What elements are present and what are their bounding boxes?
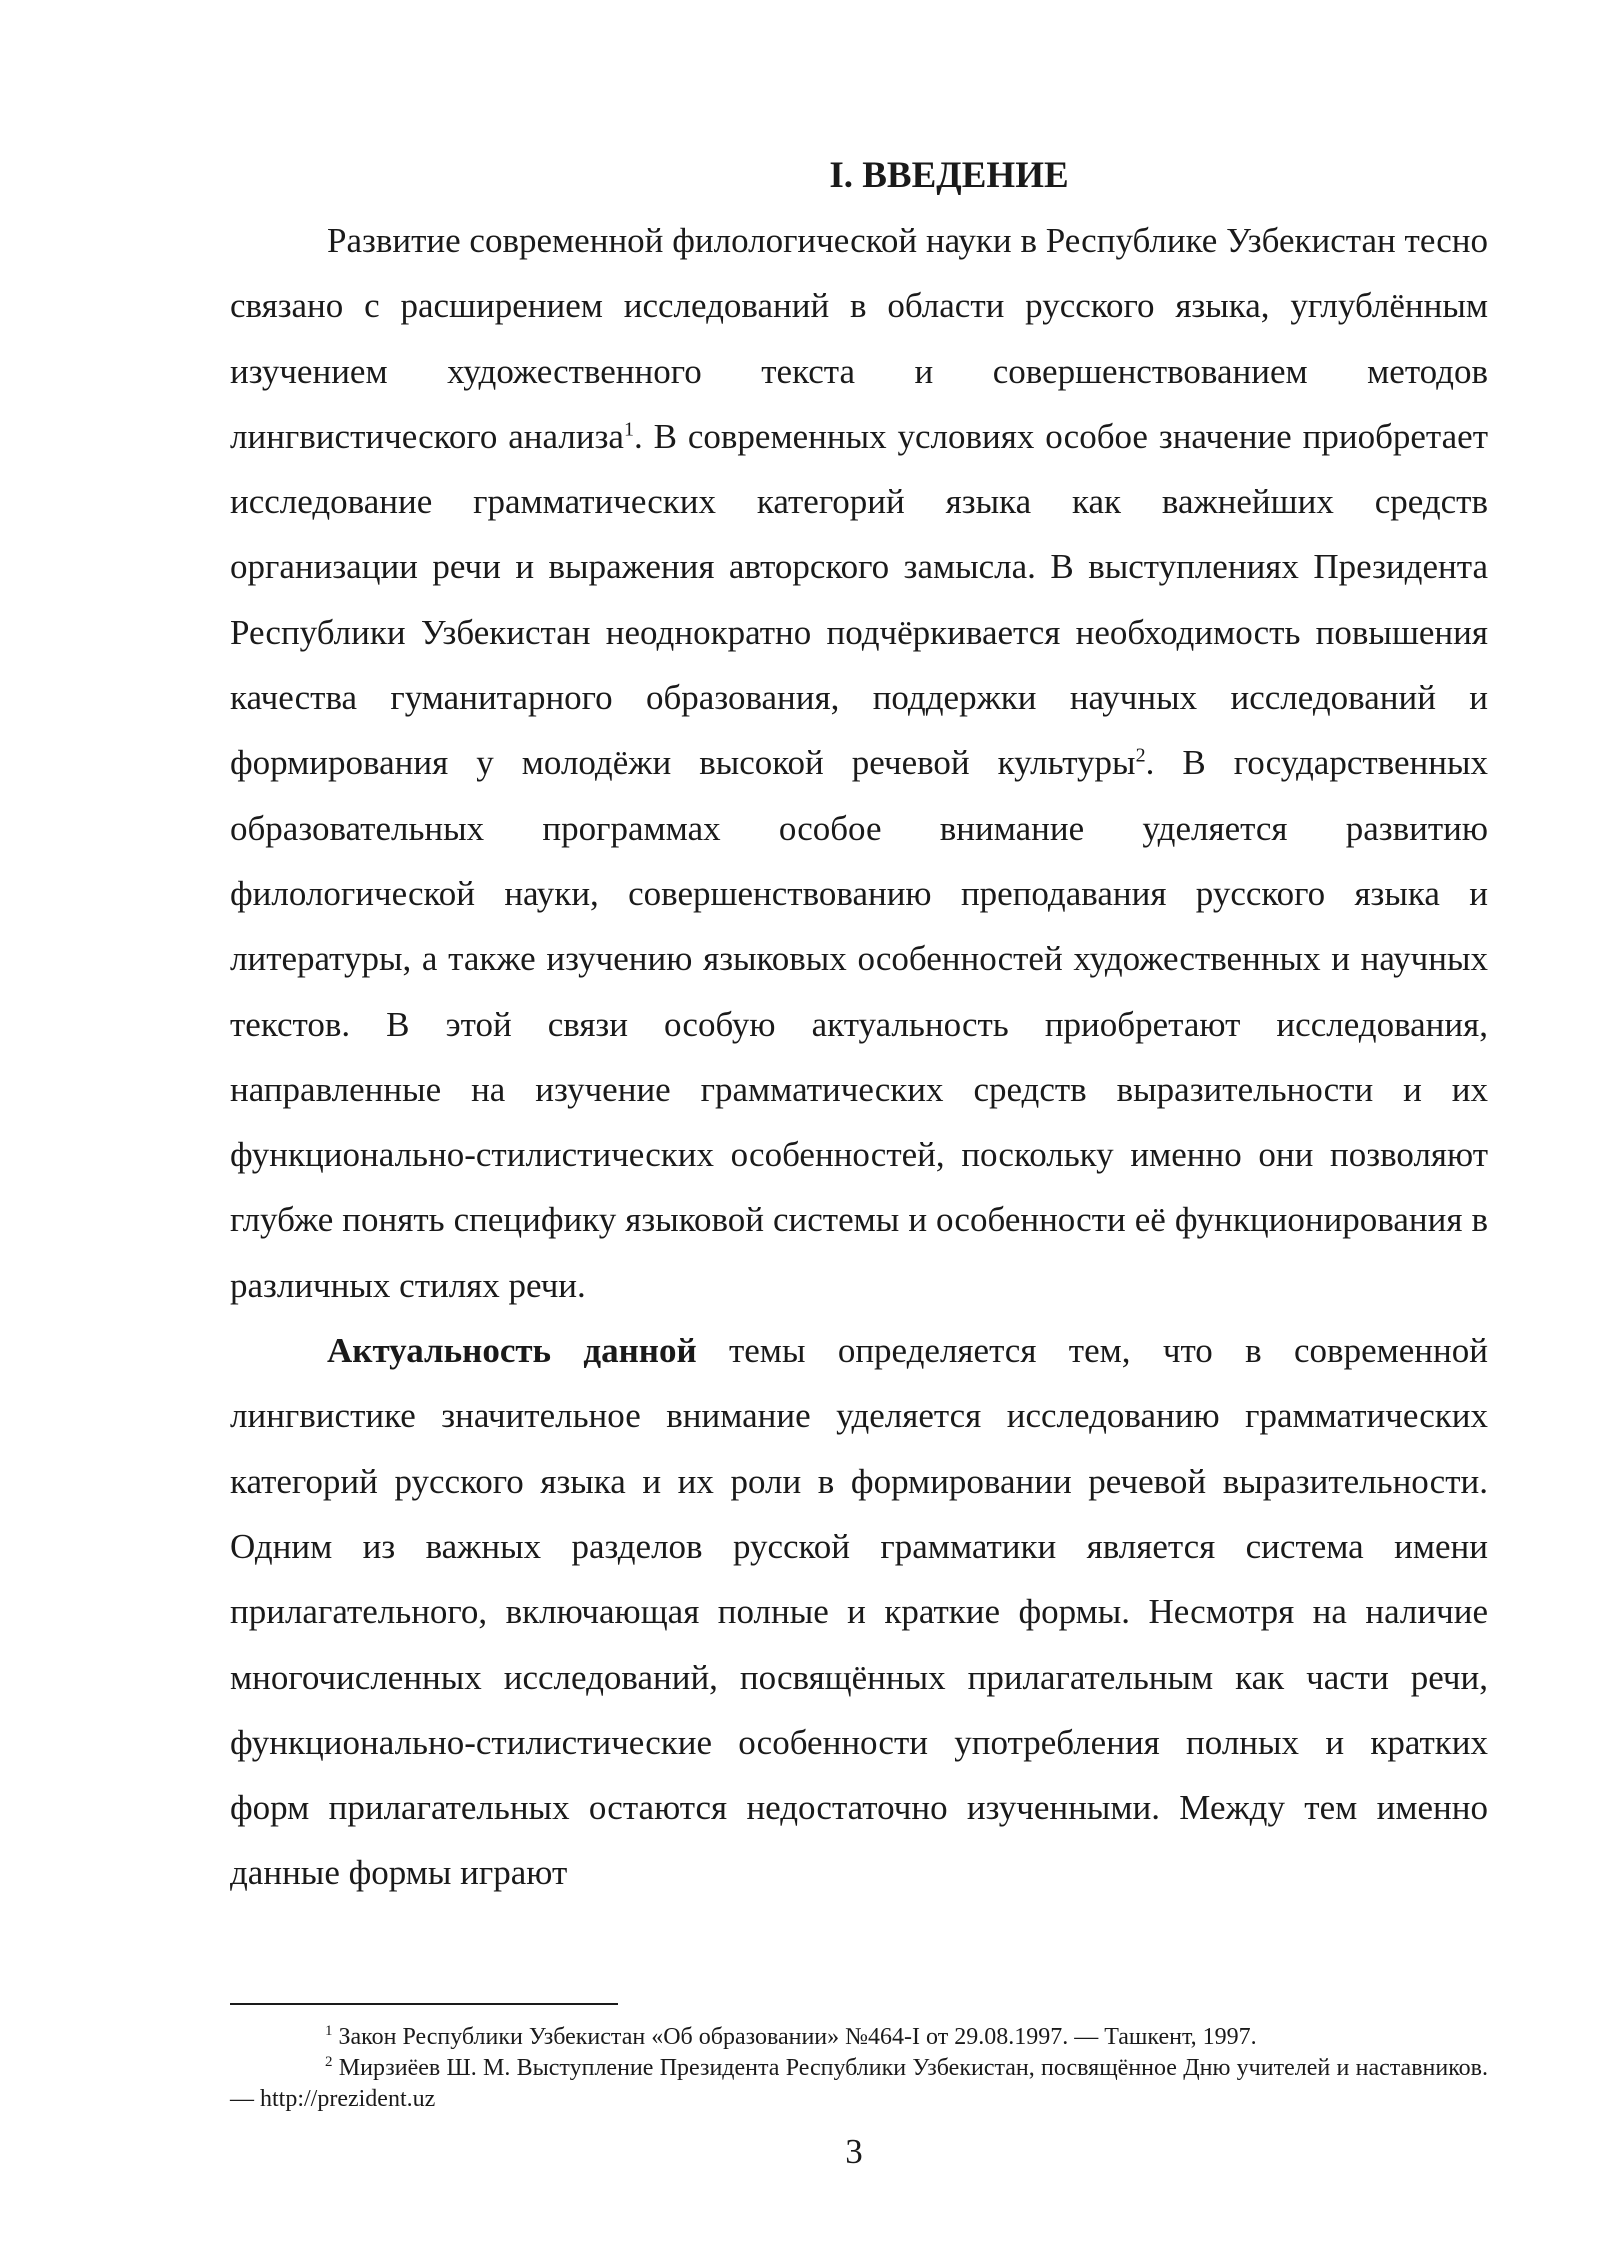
footnote-mark: 2 — [325, 2054, 333, 2070]
footnote-reference-2[interactable]: 2 — [1135, 744, 1146, 767]
footnote-text: Мирзиёев Ш. М. Выступление Президента Республики Узбекистан, посвящённое Дню учителей и наставников. — http://prezident.uz — [230, 2055, 1488, 2112]
footnote-2 — [230, 2053, 1488, 2115]
footnote-mark: 1 — [325, 2023, 333, 2039]
footnote-text: Закон Республики Узбекистан «Об образовании» №464-I от 29.08.1997. — Ташкент, 1997. — [332, 2024, 1257, 2050]
relevance-lead: Актуальность данной — [327, 1331, 697, 1371]
paragraph-relevance — [230, 1318, 1488, 1906]
section-heading: I. ВВЕДЕНИЕ — [829, 155, 1069, 196]
document-body — [230, 150, 1488, 1906]
paragraph-introduction — [230, 208, 1488, 1318]
paragraph-text: . В современных условиях особое значение приобретает исследование грамматических категорий языка как важнейших средств организации речи и выражения авторского замысла. В выступлениях Президента Республики Узбекистан неоднократно подчёркивается необходимость повышения качества гуманитарного образования, поддержки научных исследований и формирования у молодёжи высокой речевой культуры — [230, 416, 1488, 783]
footnote-reference-1[interactable]: 1 — [623, 418, 634, 441]
paragraph-text: темы определяется тем, что в современной лингвистике значительное внимание уделяется исследованию грамматических категорий русского языка и их роли в формировании речевой выразительности. Одним из важных разделов русской грамматики является система имени прилагательного, включающая полные и краткие формы. Несмотря на наличие многочисленных исследований, посвящённых прилагательным как части речи, функционально-стилистические особенности употребления полных и кратких форм прилагательных остаются недостаточно изученными. Между тем именно данные формы играют — [230, 1331, 1488, 1893]
footnotes — [230, 2022, 1488, 2115]
page-number: 3 — [845, 2132, 863, 2171]
footnote-separator — [230, 2003, 618, 2005]
paragraph-text: Развитие современной филологической науки в Республике Узбекистан тесно связано с расширением исследований в области русского языка, углублённым изучением художественного текста и совершенствованием методов лингвистического анализа — [230, 221, 1488, 456]
footnote-1 — [230, 2022, 1488, 2053]
paragraph-text: . В государственных образовательных программах особое внимание уделяется развитию филологической науки, совершенствованию преподавания русского языка и литературы, а также изучению языковых особенностей художественных и научных текстов. В этой связи особую актуальность приобретают исследования, направленные на изучение грамматических средств выразительности и их функционально-стилистических особенностей, поскольку именно они позволяют глубже понять специфику языковой системы и особенности её функционирования в различных стилях речи. — [230, 743, 1488, 1305]
